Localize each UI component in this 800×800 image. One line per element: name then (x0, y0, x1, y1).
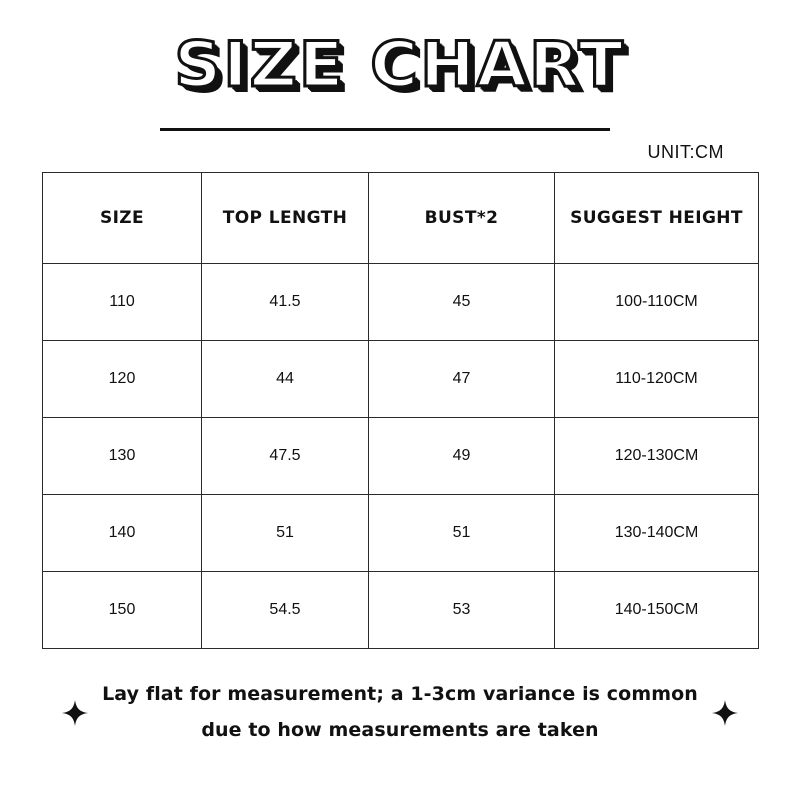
unit-label: UNIT:CM (647, 142, 724, 162)
cell-bust: 45 (369, 264, 555, 341)
cell-suggest-height: 140-150CM (555, 572, 759, 649)
table-header-row (43, 173, 759, 264)
page-title: SIZE CHART (174, 28, 626, 101)
column-header-top-length: TOP LENGTH (202, 173, 369, 264)
cell-suggest-height: 120-130CM (555, 418, 759, 495)
cell-top-length: 51 (202, 495, 369, 572)
column-header-bust: BUST*2 (369, 173, 555, 264)
table-row (43, 341, 759, 418)
measurement-note (0, 676, 800, 748)
cell-top-length: 44 (202, 341, 369, 418)
table-row (43, 264, 759, 341)
cell-top-length: 47.5 (202, 418, 369, 495)
cell-size: 120 (43, 341, 202, 418)
cell-top-length: 54.5 (202, 572, 369, 649)
cell-bust: 47 (369, 341, 555, 418)
table-row (43, 495, 759, 572)
measurement-note-line-2: due to how measurements are taken (201, 719, 599, 741)
table-header (43, 173, 759, 264)
page-title-wrap (0, 28, 800, 101)
cell-suggest-height: 100-110CM (555, 264, 759, 341)
cell-size: 150 (43, 572, 202, 649)
cell-bust: 53 (369, 572, 555, 649)
size-table (42, 172, 759, 649)
size-table-wrap (42, 172, 758, 649)
cell-bust: 49 (369, 418, 555, 495)
measurement-note-line-1: Lay flat for measurement; a 1-3cm variance is common (102, 683, 698, 705)
cell-size: 140 (43, 495, 202, 572)
cell-top-length: 41.5 (202, 264, 369, 341)
table-body (43, 264, 759, 649)
cell-bust: 51 (369, 495, 555, 572)
column-header-suggest-height: SUGGEST HEIGHT (555, 173, 759, 264)
column-header-size: SIZE (43, 173, 202, 264)
table-row (43, 418, 759, 495)
title-divider (160, 128, 610, 131)
cell-suggest-height: 130-140CM (555, 495, 759, 572)
cell-size: 130 (43, 418, 202, 495)
cell-suggest-height: 110-120CM (555, 341, 759, 418)
cell-size: 110 (43, 264, 202, 341)
table-row (43, 572, 759, 649)
